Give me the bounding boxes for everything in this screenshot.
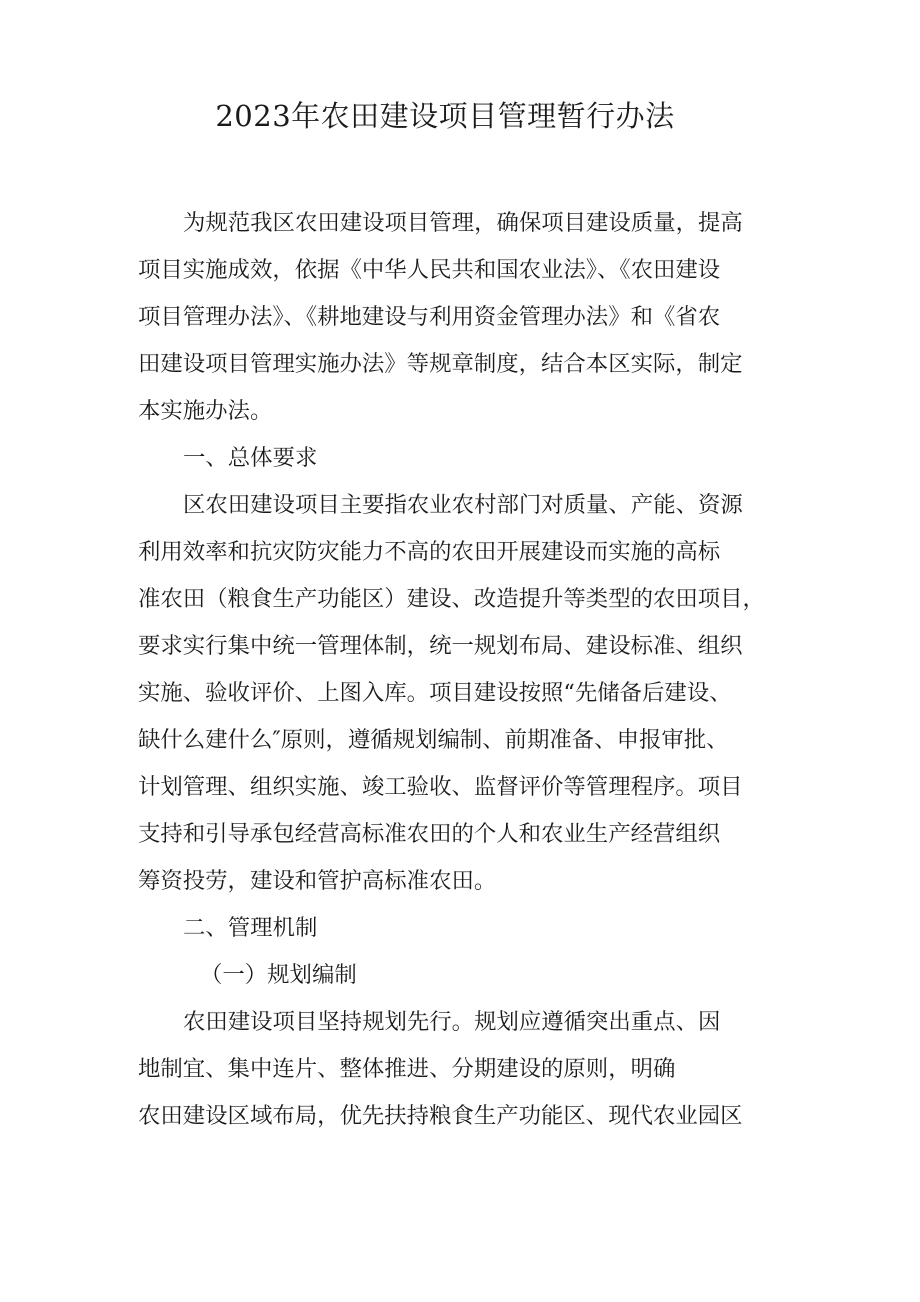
document-body: [138, 200, 810, 1140]
text-line: 缺什么建什么″原则，遵循规划编制、前期准备、申报审批、: [138, 727, 729, 753]
text-line: 利用效率和抗灾防灾能力不高的农田开展建设而实施的高标: [138, 539, 721, 565]
text-line: 农田建设项目坚持规划先行。规划应遵循突出重点、因: [183, 1009, 721, 1035]
text-line: 一、总体要求: [183, 445, 318, 471]
text-line: 田建设项目管理实施办法》等规章制度，结合本区实际，制定: [138, 351, 743, 377]
text-line: 地制宜、集中连片、整体推进、分期建设的原则，明确: [138, 1056, 676, 1082]
text-line: 本实施办法。: [138, 398, 273, 424]
text-line: 为规范我区农田建设项目管理，确保项目建设质量，提高: [183, 210, 743, 236]
text-line: 支持和引导承包经营高标准农田的个人和农业生产经营组织: [138, 821, 721, 847]
text-line: 项目管理办法》、《耕地建设与利用资金管理办法》和《省农: [138, 304, 721, 330]
text-line: 要求实行集中统一管理体制，统一规划布局、建设标准、组织: [138, 633, 743, 659]
text-line: 实施、验收评价、上图入库。项目建设按照“先储备后建设、: [138, 680, 732, 706]
text-line: （一）规划编制: [200, 962, 357, 988]
document-title: 2023年农田建设项目管理暂行办法: [215, 99, 675, 133]
text-line: 区农田建设项目主要指农业农村部门对质量、产能、资源: [183, 492, 743, 518]
text-line: 筹资投劳，建设和管护高标准农田。: [138, 868, 497, 894]
text-line: 二、管理机制: [183, 915, 318, 941]
text-line: 农田建设区域布局，优先扶持粮食生产功能区、现代农业园区: [138, 1103, 743, 1129]
text-line: 计划管理、组织实施、竣工验收、监督评价等管理程序。项目: [138, 774, 743, 800]
text-line: 准农田（粮食生产功能区）建设、改造提升等类型的农田项目，: [138, 586, 765, 612]
text-line: 项目实施成效，依据《中华人民共和国农业法》、《农田建设: [138, 257, 721, 283]
